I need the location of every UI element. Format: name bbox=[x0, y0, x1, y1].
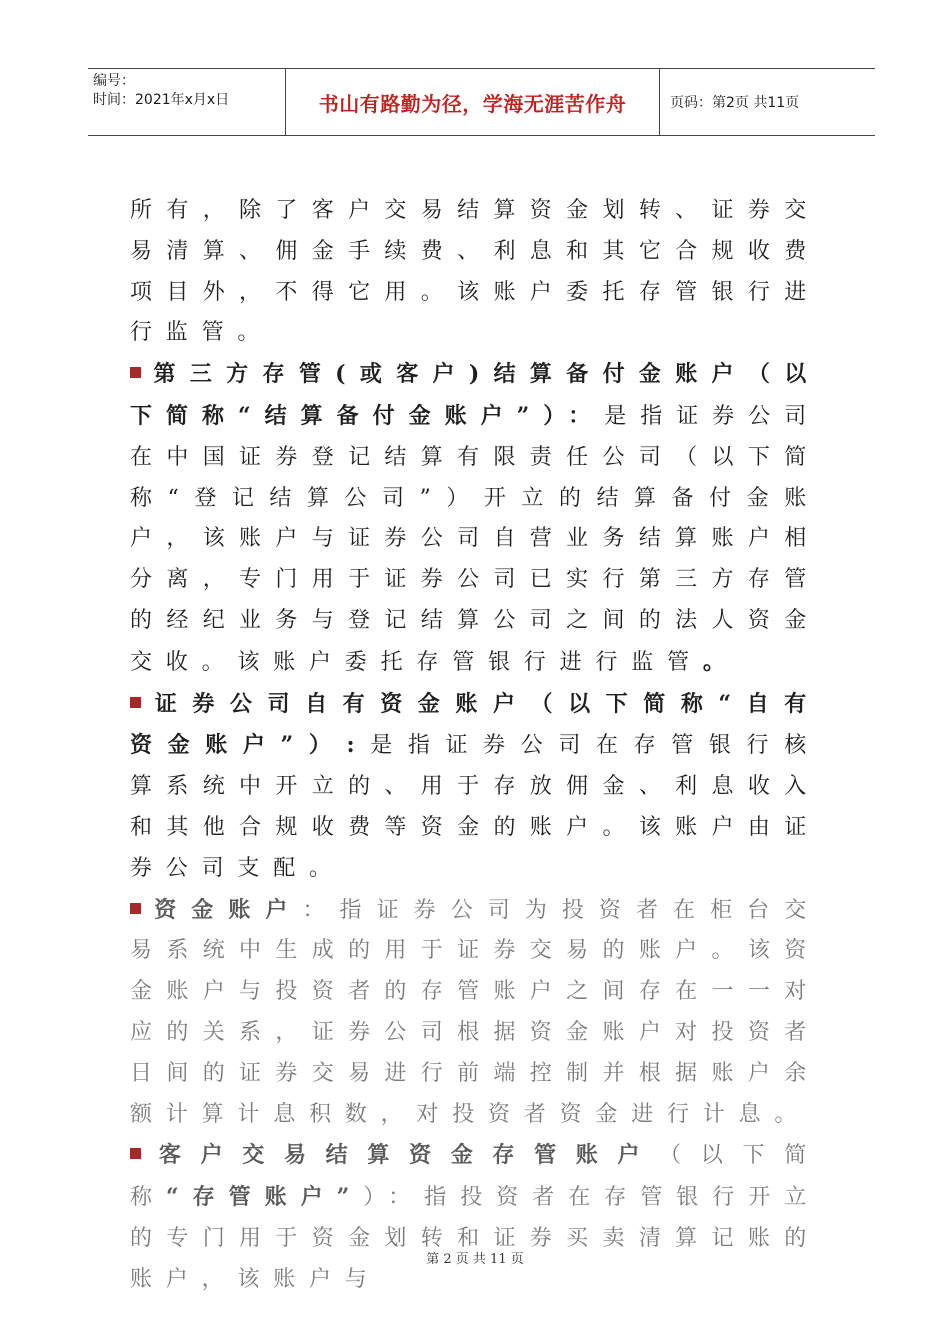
header-page-number: 页码：第2页 共11页 bbox=[670, 95, 800, 111]
square-bullet-icon bbox=[130, 903, 141, 914]
header-motto: 书山有路勤为径，学海无涯苦作舟 bbox=[286, 69, 660, 135]
paragraph-text: 是指证券公司在存管银行核算系统中开立的、用于存放佣金、利息收入和其他合规收费等资金的账户。该账户由证券公司支配。 bbox=[130, 733, 820, 881]
header-meta bbox=[88, 69, 286, 135]
term-settlement-reserve-account: 第三方存管(或客户)结算备付金账户（以下简称“结算备付金账户”）： bbox=[130, 361, 820, 429]
paragraph-continued bbox=[130, 191, 820, 354]
document-time: 时间：2021年x月x日 bbox=[93, 92, 230, 108]
document-body bbox=[130, 191, 820, 1301]
document-number: 编号： bbox=[93, 73, 135, 89]
paragraph-text: 是指证券公司在中国证券登记结算有限责任公司（以下简称“登记结算公司”）开立的结算备付金账户，该账户与证券公司自营业务结算账户相分离，专门用于证券公司已实行第三方存管的经纪业务与登记结算公司之间的法人资金交收。该账户委托存管银行进行监管 bbox=[130, 403, 820, 675]
term-own-funds-account: 证券公司自有资金账户（以下简称“自有资金账户”）: bbox=[130, 690, 820, 759]
page-footer: 第 2 页 共 11 页 bbox=[426, 1252, 524, 1267]
paragraph-custody-account bbox=[130, 1135, 820, 1300]
page-header bbox=[88, 68, 875, 136]
term-custody-account-short: “存管账户” bbox=[166, 1184, 364, 1211]
paragraph-text: ：指证券公司为投资者在柜台交易系统中生成的用于证券交易的账户。该资金账户与投资者的存管账户之间存在一一对应的关系，证券公司根据资金账户对投资者日间的证券交易进行前端控制并根据账户余额计算计息积数，对投资者资金进行计息。 bbox=[130, 897, 821, 1127]
paragraph-funds-account bbox=[130, 890, 820, 1136]
paragraph-text: 所有，除了客户交易结算资金划转、证券交易清算、佣金手续费、利息和其它合规收费项目外，不得它用。该账户委托存管银行进行监管。 bbox=[130, 198, 820, 346]
square-bullet-icon bbox=[130, 1148, 141, 1159]
paragraph-text: （以下简称 bbox=[130, 1143, 821, 1211]
paragraph-own-funds-account bbox=[130, 684, 820, 890]
paragraph-settlement-reserve-account bbox=[130, 354, 820, 683]
square-bullet-icon bbox=[130, 367, 141, 378]
square-bullet-icon bbox=[130, 697, 141, 708]
term-custody-account: 客户交易结算资金存管账户 bbox=[153, 1142, 660, 1169]
term-funds-account: 资金账户 bbox=[153, 896, 303, 923]
paragraph-end-mark: 。 bbox=[702, 648, 739, 675]
paragraph-text: ）：指投资者在存管银行开立的专门用于资金划转和证券买卖清算记账的账户，该账户与 bbox=[130, 1185, 820, 1292]
